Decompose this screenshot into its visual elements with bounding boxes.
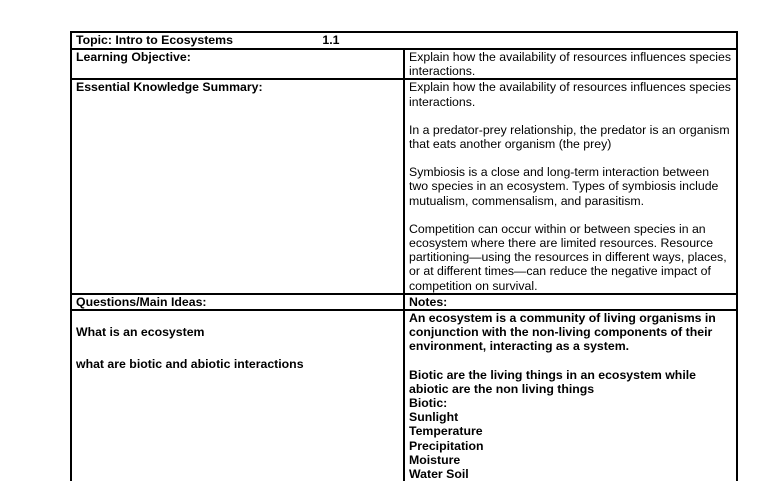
notes-cell [404,310,737,481]
eks-paragraph: In a predator-prey relationship, the predator is an organism that eats another organism (the prey) [409,122,730,152]
eks-paragraph: Symbiosis is a close and long-term interaction between two species in an ecosystem. Types of symbiosis include mutualism, commensalism, and parasitism. [409,165,719,208]
note-biotic-abiotic: Biotic are the living things in an ecosystem while abiotic are the non living things [409,367,696,396]
eks-row [71,79,737,293]
objective-label: Learning Objective: [71,49,404,79]
note-list-item: Moisture [409,452,461,467]
qa-row [71,310,737,481]
notes-sheet [70,31,738,481]
eks-paragraph: Competition can occur within or between species in an ecosystem where there are limited resources. Resource partitioning—using the resources in different ways, places, or at different times—can reduce the negative impact of competition on survival. [409,221,727,293]
questions-cell [71,310,404,481]
note-list-item: Temperature [409,424,483,439]
question-item: What is an ecosystem [76,325,205,340]
note-list-item: Water Soil [409,467,469,481]
topic-cell [71,32,737,49]
eks-content [404,79,737,293]
notes-header: Notes: [404,294,737,310]
objective-text: Explain how the availability of resources influences species interactions. [404,49,737,79]
eks-paragraph: Explain how the availability of resources influences species interactions. [409,80,731,109]
note-list-item: Biotic: [409,396,448,411]
eks-label: Essential Knowledge Summary: [71,79,404,293]
cornell-notes-table [70,31,738,481]
note-list-item: Precipitation [409,438,484,453]
topic-row [71,32,737,49]
note-list-item: Sunlight [409,410,459,425]
topic-label: Topic: Intro to Ecosystems [76,33,233,47]
note-definition: An ecosystem is a community of living organisms in conjunction with the non-living components of their environment, interacting as a system. [409,311,716,354]
questions-header: Questions/Main Ideas: [71,294,404,310]
objective-row [71,49,737,79]
question-item: what are biotic and abiotic interactions [76,357,304,372]
topic-number: 1.1 [322,33,340,47]
headers-row [71,294,737,310]
